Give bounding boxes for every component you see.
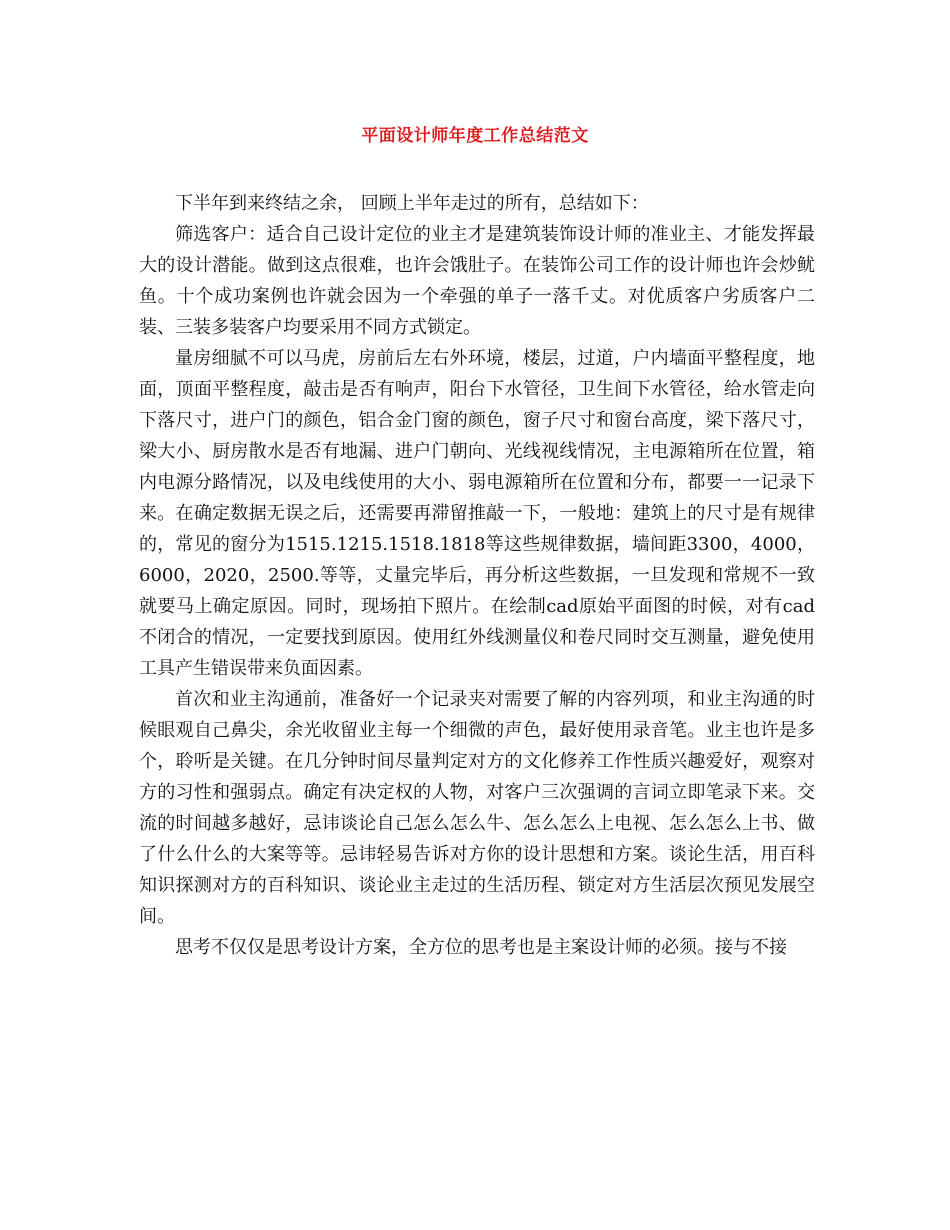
- document-title: 平面设计师年度工作总结范文: [361, 126, 589, 146]
- paragraph-client-screening: 筛选客户：适合自己设计定位的业主才是建筑装饰设计师的准业主、才能发挥最大的设计潜能。做到这点很难，也许会饿肚子。在装饰公司工作的设计师也许会炒鱿鱼。十个成功案例也许就会因为一个牵强的单子一落千丈。对优质客户劣质客户二装、三装多装客户均要采用不同方式锁定。: [139, 224, 815, 338]
- paragraph-thinking: 思考不仅仅是思考设计方案，全方位的思考也是主案设计师的必须。接与不接: [175, 937, 787, 958]
- paragraph-intro: 下半年到来终结之余， 回顾上半年走过的所有，总结如下：: [175, 193, 649, 214]
- paragraph-measurement: 量房细腻不可以马虎，房前后左右外环境，楼层，过道，户内墙面平整程度，地面，顶面平整程度，敲击是否有响声，阳台下水管径，卫生间下水管径，给水管走向下落尺寸，进户门的颜色，铝合金门窗的颜色，窗子尺寸和窗台高度，梁下落尺寸，梁大小、厨房散水是否有地漏、进户门朝向、光线视线情况，主电源箱所在位置，箱内电源分路情况，以及电线使用的大小、弱电源箱所在位置和分布，都要一一记录下来。在确定数据无误之后，还需要再滞留推敲一下，一般地：建筑上的尺寸是有规律的，常见的窗分为1515.1215.1518.1818等这些规律数据，墙间距3300，4000，6000，2020，2500.等等，丈量完毕后，再分析这些数据，一旦发现和常规不一致就要马上确定原因。同时，现场拍下照片。在绘制cad原始平面图的时候，对有cad不闭合的情况，一定要找到原因。使用红外线测量仪和卷尺同时交互测量，避免使用工具产生错误带来负面因素。: [139, 348, 815, 679]
- document-body: [139, 188, 815, 963]
- paragraph-first-communication: 首次和业主沟通前，准备好一个记录夹对需要了解的内容列项，和业主沟通的时候眼观自己鼻尖，余光收留业主每一个细微的声色，最好使用录音笔。业主也许是多个，聆听是关键。在几分钟时间尽量判定对方的文化修养工作性质兴趣爱好，观察对方的习性和强弱点。确定有决定权的人物，对客户三次强调的言词立即笔录下来。交流的时间越多越好，忌讳谈论自己怎么怎么牛、怎么怎么上电视、怎么怎么上书、做了什么什么的大案等等。忌讳轻易告诉对方你的设计思想和方案。谈论生活，用百科知识探测对方的百科知识、谈论业主走过的生活历程、锁定对方生活层次预见发展空间。: [139, 689, 815, 927]
